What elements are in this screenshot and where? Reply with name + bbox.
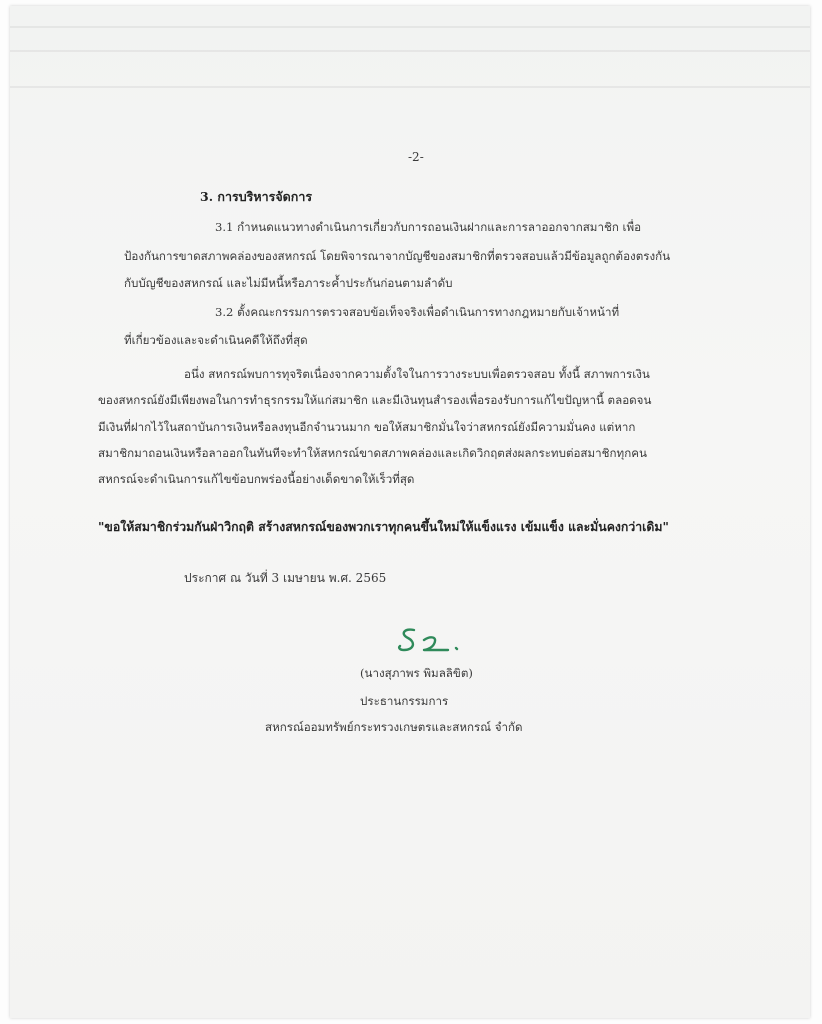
- bleed-through-line: [10, 26, 810, 28]
- bleed-through-line: [10, 50, 810, 52]
- signer-title: ประธานกรรมการ: [360, 694, 449, 708]
- signer-organization: สหกรณ์ออมทรัพย์กระทรวงเกษตรและสหกรณ์ จำกัด: [265, 720, 523, 734]
- document-page: [10, 6, 810, 1018]
- body-line: ของสหกรณ์ยังมีเพียงพอในการทำธุรกรรมให้แก่สมาชิก และมีเงินทุนสำรองเพื่อรองรับการแก้ไขปัญหานี้ ตลอดจน: [98, 393, 652, 407]
- body-line: ป้องกันการขาดสภาพคล่องของสหกรณ์ โดยพิจารณาจากบัญชีของสมาชิกที่ตรวจสอบแล้วมีข้อมูลถูกต้องตรงกัน: [124, 249, 671, 263]
- announcement-date: ประกาศ ณ วันที่ 3 เมษายน พ.ศ. 2565: [184, 571, 387, 585]
- body-line: สหกรณ์จะดำเนินการแก้ไขข้อบกพร่องนี้อย่างเด็ดขาดให้เร็วที่สุด: [98, 472, 415, 486]
- page-number: -2-: [408, 150, 424, 164]
- body-line: 3.2 ตั้งคณะกรรมการตรวจสอบข้อเท็จจริงเพื่อดำเนินการทางกฎหมายกับเจ้าหน้าที่: [215, 305, 620, 319]
- signature-mark: [394, 624, 474, 660]
- body-line: อนึ่ง สหกรณ์พบการทุจริตเนื่องจากความตั้งใจในการวางระบบเพื่อตรวจสอบ ทั้งนี้ สภาพการเงิน: [184, 367, 650, 381]
- body-line: ที่เกี่ยวข้องและจะดำเนินคดีให้ถึงที่สุด: [124, 333, 308, 347]
- signer-name: (นางสุภาพร พิมลลิขิต): [360, 666, 473, 680]
- body-line: มีเงินที่ฝากไว้ในสถาบันการเงินหรือลงทุนอีกจำนวนมาก ขอให้สมาชิกมั่นใจว่าสหกรณ์ยังมีความมั่นคง แต่หาก: [98, 420, 636, 434]
- bleed-through-line: [10, 86, 810, 88]
- body-line: กับบัญชีของสหกรณ์ และไม่มีหนี้หรือภาระค้ำประกันก่อนตามลำดับ: [124, 276, 453, 290]
- body-line: 3.1 กำหนดแนวทางดำเนินการเกี่ยวกับการถอนเงินฝากและการลาออกจากสมาชิก เพื่อ: [215, 220, 642, 234]
- section-heading: 3. การบริหารจัดการ: [200, 189, 313, 204]
- slogan: "ขอให้สมาชิกร่วมกันฝ่าวิกฤติ สร้างสหกรณ์ของพวกเราทุกคนขึ้นใหม่ให้แข็งแรง เข้มแข็ง และมั่นคงกว่าเดิม": [98, 519, 669, 534]
- body-line: สมาชิกมาถอนเงินหรือลาออกในทันทีจะทำให้สหกรณ์ขาดสภาพคล่องและเกิดวิกฤตส่งผลกระทบต่อสมาชิกทุกคน: [98, 446, 647, 460]
